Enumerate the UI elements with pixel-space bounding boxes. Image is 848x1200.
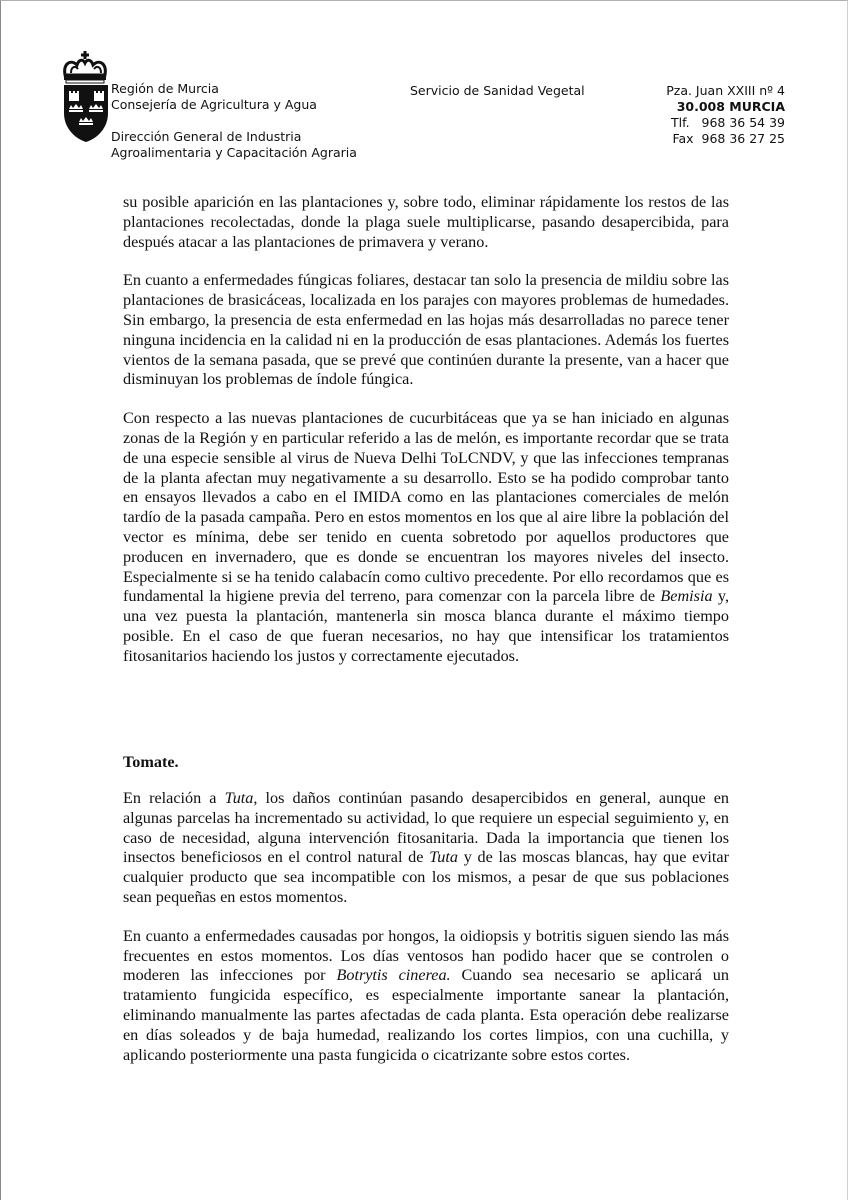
address-block [666, 83, 785, 147]
service-name: Servicio de Sanidad Vegetal [410, 83, 585, 98]
directorate-line2: Agroalimentaria y Capacitación Agraria [111, 145, 357, 160]
org-block [111, 81, 357, 161]
paragraph-5-italic: Botrytis cinerea. [336, 966, 451, 985]
fax-number: Fax 968 36 27 25 [672, 131, 785, 146]
paragraph-4-text-c: y de las moscas blancas, hay que evitar cualquier producto que sea incompatible con los mismos, a pesar de que sus poblaciones sean pequeñas en estos momentos. [123, 848, 729, 906]
paragraph-2: En cuanto a enfermedades fúngicas foliares, destacar tan solo la presencia de mildiu sobre las plantaciones de brasicáceas, localizada en los parajes con mayores problemas de humedades. Sin embargo, la presencia de esta enfermedad en las hojas más desarrolladas no parece tener ninguna incidencia en la calidad ni en la producción de esas plantaciones. Además los fuertes vientos de la semana pasada, que se prevé que continúen durante la presente, van a hacer que disminuyan los problemas de índole fúngica. [123, 271, 729, 389]
paragraph-4-italic-2: Tuta [429, 848, 458, 867]
paragraph-3-text-b: y, una vez puesta la plantación, mantenerla sin mosca blanca durante el máximo tiempo posible. En el caso de que fueran necesarios, no hay que intensificar los tratamientos fitosanitarios haciendo los justos y correctamente ejecutados. [123, 587, 729, 665]
paragraph-3-text-a: Con respecto a las nuevas plantaciones de cucurbitáceas que ya se han iniciado en algunas zonas de la Región y en particular referido a las de melón, es importante recordar que se trata de una especie sensible al virus de Nueva Delhi ToLCNDV, y que las infecciones tempranas de la planta afectan muy negativamente a su desarrollo. Esto se ha podido comprobar tanto en ensayos llevados a cabo en el IMIDA como en las plantaciones comerciales de melón tardío de la pasada campaña. Pero en estos momentos en los que al aire libre la población del vector es mínima, debe ser tenido en cuenta sobretodo por aquellos productores que producen en invernadero, que es donde se encuentran los mayores niveles del insecto. Especialmente si se ha tenido calabacín como cultivo precedente. Por ello recordamos que es fundamental la higiene previa del terreno, para comenzar con la parcela libre de [123, 409, 729, 606]
paragraph-5-text-a: En cuanto a enfermedades causadas por hongos, la oidiopsis y botritis siguen siendo las más frecuentes en estos momentos. Los días ventosos han podido hacer que se controlen o moderen las infecciones por [123, 926, 729, 985]
org-name: Región de Murcia [111, 81, 219, 96]
paragraph-1: su posible aparición en las plantaciones y, sobre todo, eliminar rápidamente los restos de las plantaciones recolectadas, donde la plaga suele multiplicarse, pasando desapercibida, para después atacar a las plantaciones de primavera y verano. [123, 193, 729, 251]
paragraph-4-italic-1: Tuta [224, 789, 254, 807]
paragraph-5-text-b: Cuando sea necesario se aplicará un tratamiento fungicida específico, es especialmente importante sanear la plantación, eliminando manualmente las partes afectadas de cada planta. Esta operación debe realizarse en días soleados y de baja humedad, realizando los cortes limpios, con una cuchilla, y aplicando posteriormente una pasta fungicida o cicatrizante sobre estos cortes. [123, 966, 729, 1064]
street-address: Pza. Juan XXIII nº 4 [666, 83, 785, 98]
directorate-line1: Dirección General de Industria [111, 129, 302, 144]
phone-number: Tlf. 968 36 54 39 [671, 115, 785, 130]
postal-city: 30.008 MURCIA [676, 99, 785, 114]
paragraph-4-text-a: En relación a [123, 789, 225, 807]
paragraph-4 [123, 789, 729, 908]
section-heading-tomate: Tomate. [123, 753, 179, 771]
body-text-section-2 [123, 789, 729, 1065]
paragraph-3-italic: Bemisia [660, 587, 713, 606]
paragraph-5 [123, 927, 729, 1066]
paragraph-4-text-b: , los daños continúan pasando desapercibidos en general, aunque en algunas parcelas ha incrementado su actividad, lo que requiere un especial seguimiento y, en caso de necesidad, alguna intervención fitosanitaria. Dada la importancia que tienen los insectos beneficiosos en el control natural de [123, 789, 729, 867]
crown-icon [64, 51, 106, 83]
org-department: Consejería de Agricultura y Agua [111, 97, 317, 112]
paragraph-3 [123, 409, 729, 666]
body-text-section-1 [123, 193, 729, 667]
region-coat-of-arms-logo [61, 51, 111, 143]
